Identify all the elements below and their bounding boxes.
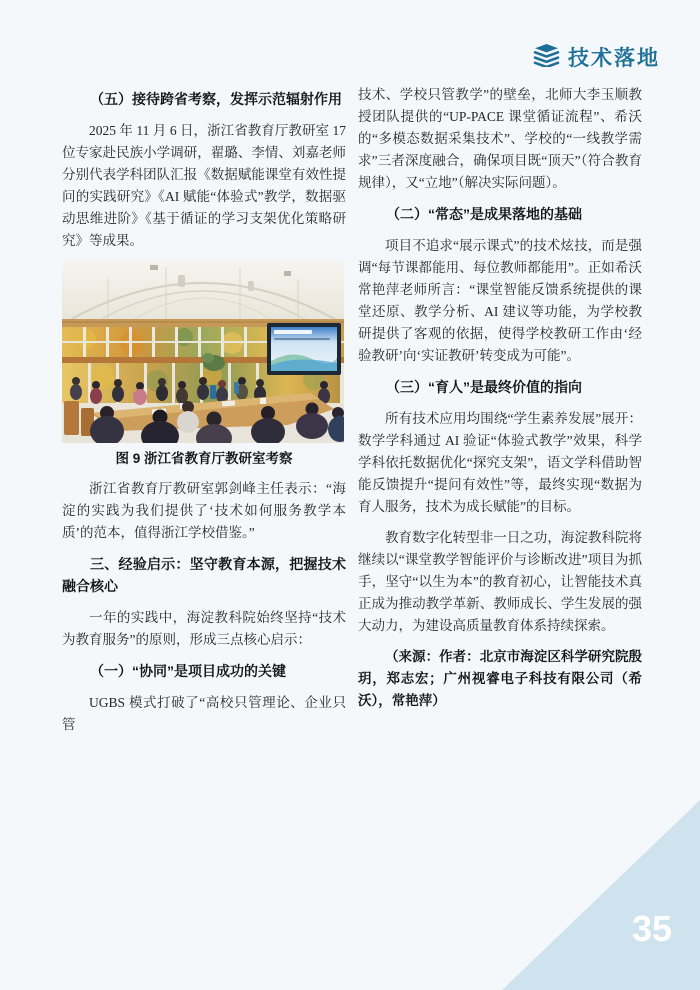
paragraph-visit: 2025 年 11 月 6 日，浙江省教育厅教研室 17 位专家赴民族小学调研，翟璐、李情、刘嘉老师分别代表学科团队汇报《数据赋能课堂有效性提问的实践研究》《AI 赋能“体验式”教学，数据驱动思维进阶》《基于循证的学习支架优化策略研究》等成果。 bbox=[62, 123, 346, 248]
right-column bbox=[358, 84, 642, 721]
source-attribution: （来源：作者：北京市海淀区科学研究院殷玥，郑志宏；广州视睿电子科技有限公司（希沃），常艳萍） bbox=[358, 649, 642, 708]
book-stack-icon bbox=[533, 43, 560, 72]
part-heading-3: 三、经验启示：坚守教育本源，把握技术融合核心 bbox=[62, 556, 346, 594]
corner-decoration bbox=[502, 800, 700, 990]
paragraph-practice: 一年的实践中，海淀教科院始终坚持“技术为教育服务”的原则，形成三点核心启示： bbox=[62, 610, 346, 647]
figure-caption: 图 9 浙江省教育厅教研室考察 bbox=[115, 451, 293, 466]
section-heading-5: （五）接待跨省考察，发挥示范辐射作用 bbox=[90, 91, 342, 107]
paragraph-outlook: 教育数字化转型非一日之功，海淀教科院将继续以“课堂教学智能评价与诊断改进”项目为抓手，坚守“以生为本”的教育初心，让智能技术真正成为推动教学革新、教师成长、学生发展的强大动力，为建设高质量教育体系持续探索。 bbox=[358, 530, 642, 633]
paragraph-quote: 浙江省教育厅教研室郭剑峰主任表示：“海淀的实践为我们提供了‘技术如何服务教学本质’的范本，值得浙江学校借鉴。” bbox=[62, 481, 346, 540]
paragraph-normal: 项目不追求“展示课式”的技术炫技，而是强调“每节课都能用、每位教师都能用”。正如希沃常艳萍老师所言：“课堂智能反馈系统提供的课堂还原、教学分析、AI 建议等功能，为学校教研提供了客观的依据，使得学校教研工作由‘经验教研’向‘实证教研’转变成为可能”。 bbox=[358, 238, 642, 363]
paragraph-ugbs: UGBS 模式打破了“高校只管理论、企业只管 bbox=[62, 695, 346, 732]
left-column bbox=[62, 84, 346, 745]
brand-title: 技术落地 bbox=[568, 47, 660, 70]
meeting-photo-illustration bbox=[62, 261, 344, 443]
brand-header bbox=[533, 42, 660, 72]
item-heading-1: （一）“协同”是项目成功的关键 bbox=[90, 663, 286, 679]
figure-9 bbox=[62, 261, 346, 468]
paragraph-continuation: 技术、学校只管教学”的壁垒，北师大李玉顺教授团队提供的“UP-PACE 课堂循证流程”、希沃的“多模态数据采集技术”、学校的“一线教学需求”三者深度融合，确保项目既“顶天”（符合教育规律），又“立地”（解决实际问题）。 bbox=[358, 87, 642, 190]
item-heading-2: （二）“常态”是成果落地的基础 bbox=[386, 206, 582, 222]
item-heading-3: （三）“育人”是最终价值的指向 bbox=[386, 379, 582, 395]
meeting-photo bbox=[62, 261, 344, 443]
paragraph-nurture: 所有技术应用均围绕“学生素养发展”展开：数学学科通过 AI 验证“体验式教学”效果，科学学科依托数据优化“探究支架”，语文学科借助智能反馈提升“提问有效性”等，最终实现“数据为育人服务，技术为成长赋能”的目标。 bbox=[358, 411, 642, 514]
page-number: 35 bbox=[631, 908, 672, 949]
